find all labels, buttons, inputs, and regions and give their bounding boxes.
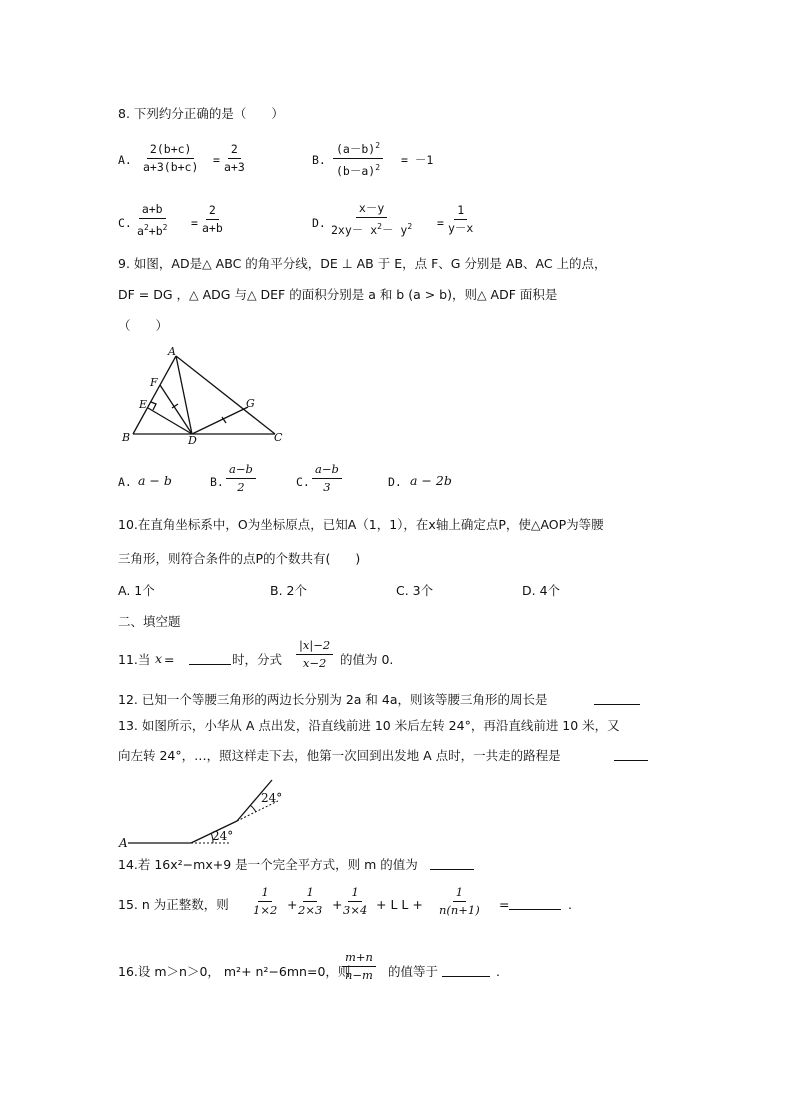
q10-line1: 10.在直角坐标系中，O为坐标原点，已知A（1，1），在x轴上确定点P，使△AOP为等腰 [118, 517, 604, 532]
q9-line2: DF = DG ，△ ADG 与△ DEF 的面积分别是 a 和 b (a > b)，则△ ADF 面积是 [118, 287, 558, 302]
q13-line2: 向左转 24°，…，照这样走下去，他第一次回到出发地 A 点时，一共走的路程是 [118, 748, 561, 763]
q8-stem: 8. 下列约分正确的是（ ） [118, 106, 284, 121]
q14-answer-blank[interactable] [430, 857, 474, 870]
q10-option-b: B. 2个 [270, 583, 307, 598]
q10-option-a: A. 1个 [118, 583, 155, 598]
q10-option-d: D. 4个 [522, 583, 561, 598]
q8-d-fraction: $\frac{x-y}{2xy- x^2- y^2}$ [331, 201, 413, 237]
q13-answer-blank[interactable] [614, 748, 648, 761]
q9-label-c: C [274, 431, 283, 444]
q9-label-f: F [150, 376, 158, 389]
q13-angle-1: 24° [212, 829, 234, 843]
q9-label-g: G [246, 397, 255, 410]
q9-label-d: D [188, 434, 197, 445]
q10-line2: 三角形，则符合条件的点P的个数共有( ) [118, 551, 361, 566]
q9-label-a: A [168, 345, 176, 358]
q9-paren: （ ） [118, 318, 169, 333]
q9-b-fraction: $\frac{a-b}{2}$ [226, 462, 256, 495]
q11-answer-blank[interactable] [189, 652, 231, 665]
q12-text: 12. 已知一个等腰三角形的两边长分别为 2a 和 4a，则该等腰三角形的周长是 [118, 692, 548, 707]
q12-answer-blank[interactable] [594, 692, 640, 705]
q9-triangle-figure [118, 345, 293, 445]
q15-term-2: $\frac{1}{2\times 3}$ [298, 885, 323, 917]
q9-label-e: E [139, 398, 148, 411]
q14-text: 14.若 16x²−mx+9 是一个完全平方式，则 m 的值为 [118, 857, 418, 872]
q15-answer-blank[interactable] [509, 897, 561, 910]
q13-angle-2: 24° [261, 791, 283, 805]
q9-label-b: B [122, 431, 131, 444]
q8-d-result: $\frac{1}{y-x}$ [448, 203, 474, 235]
q8-b-fraction: $\frac{(a-b)^2}{(b-a)^2}$ [333, 138, 383, 179]
q15-term-3: $\frac{1}{3\times 4}$ [343, 885, 368, 917]
q15-term-1: $\frac{1}{1\times 2}$ [253, 885, 278, 917]
q11-fraction: $\frac{|x|-2}{x-2}$ [296, 638, 333, 671]
q16-answer-blank[interactable] [442, 964, 490, 977]
q10-option-c: C. 3个 [396, 583, 434, 598]
q15-term-n: $\frac{1}{n(n+1)}$ [439, 885, 480, 917]
q13-path-figure [118, 775, 288, 850]
q8-a-fraction: $\frac{2(b+c)}{a+3(b+c)}$ [143, 142, 199, 174]
q9-c-fraction: $\frac{a-b}{3}$ [312, 462, 342, 495]
q13-line1: 13. 如图所示，小华从 A 点出发，沿直线前进 10 米后左转 24°，再沿直线前进 10 米，又 [118, 718, 620, 733]
q8-c-result: $\frac{2}{a+b}$ [202, 203, 223, 235]
q9-line1: 9. 如图，AD是△ ABC 的角平分线，DE ⊥ AB 于 E，点 F、G 分别是 AB、AC 上的点， [118, 256, 607, 271]
q8-c-fraction: $\frac{a+b}{a^2+b^2}$ [137, 202, 168, 238]
section-fill-in-title: 二、填空题 [118, 614, 181, 629]
q8-a-result: $\frac{2}{a+3}$ [224, 142, 245, 174]
q16-fraction: $\frac{m+n}{n-m}$ [342, 950, 376, 983]
q13-label-a: A [119, 836, 128, 850]
